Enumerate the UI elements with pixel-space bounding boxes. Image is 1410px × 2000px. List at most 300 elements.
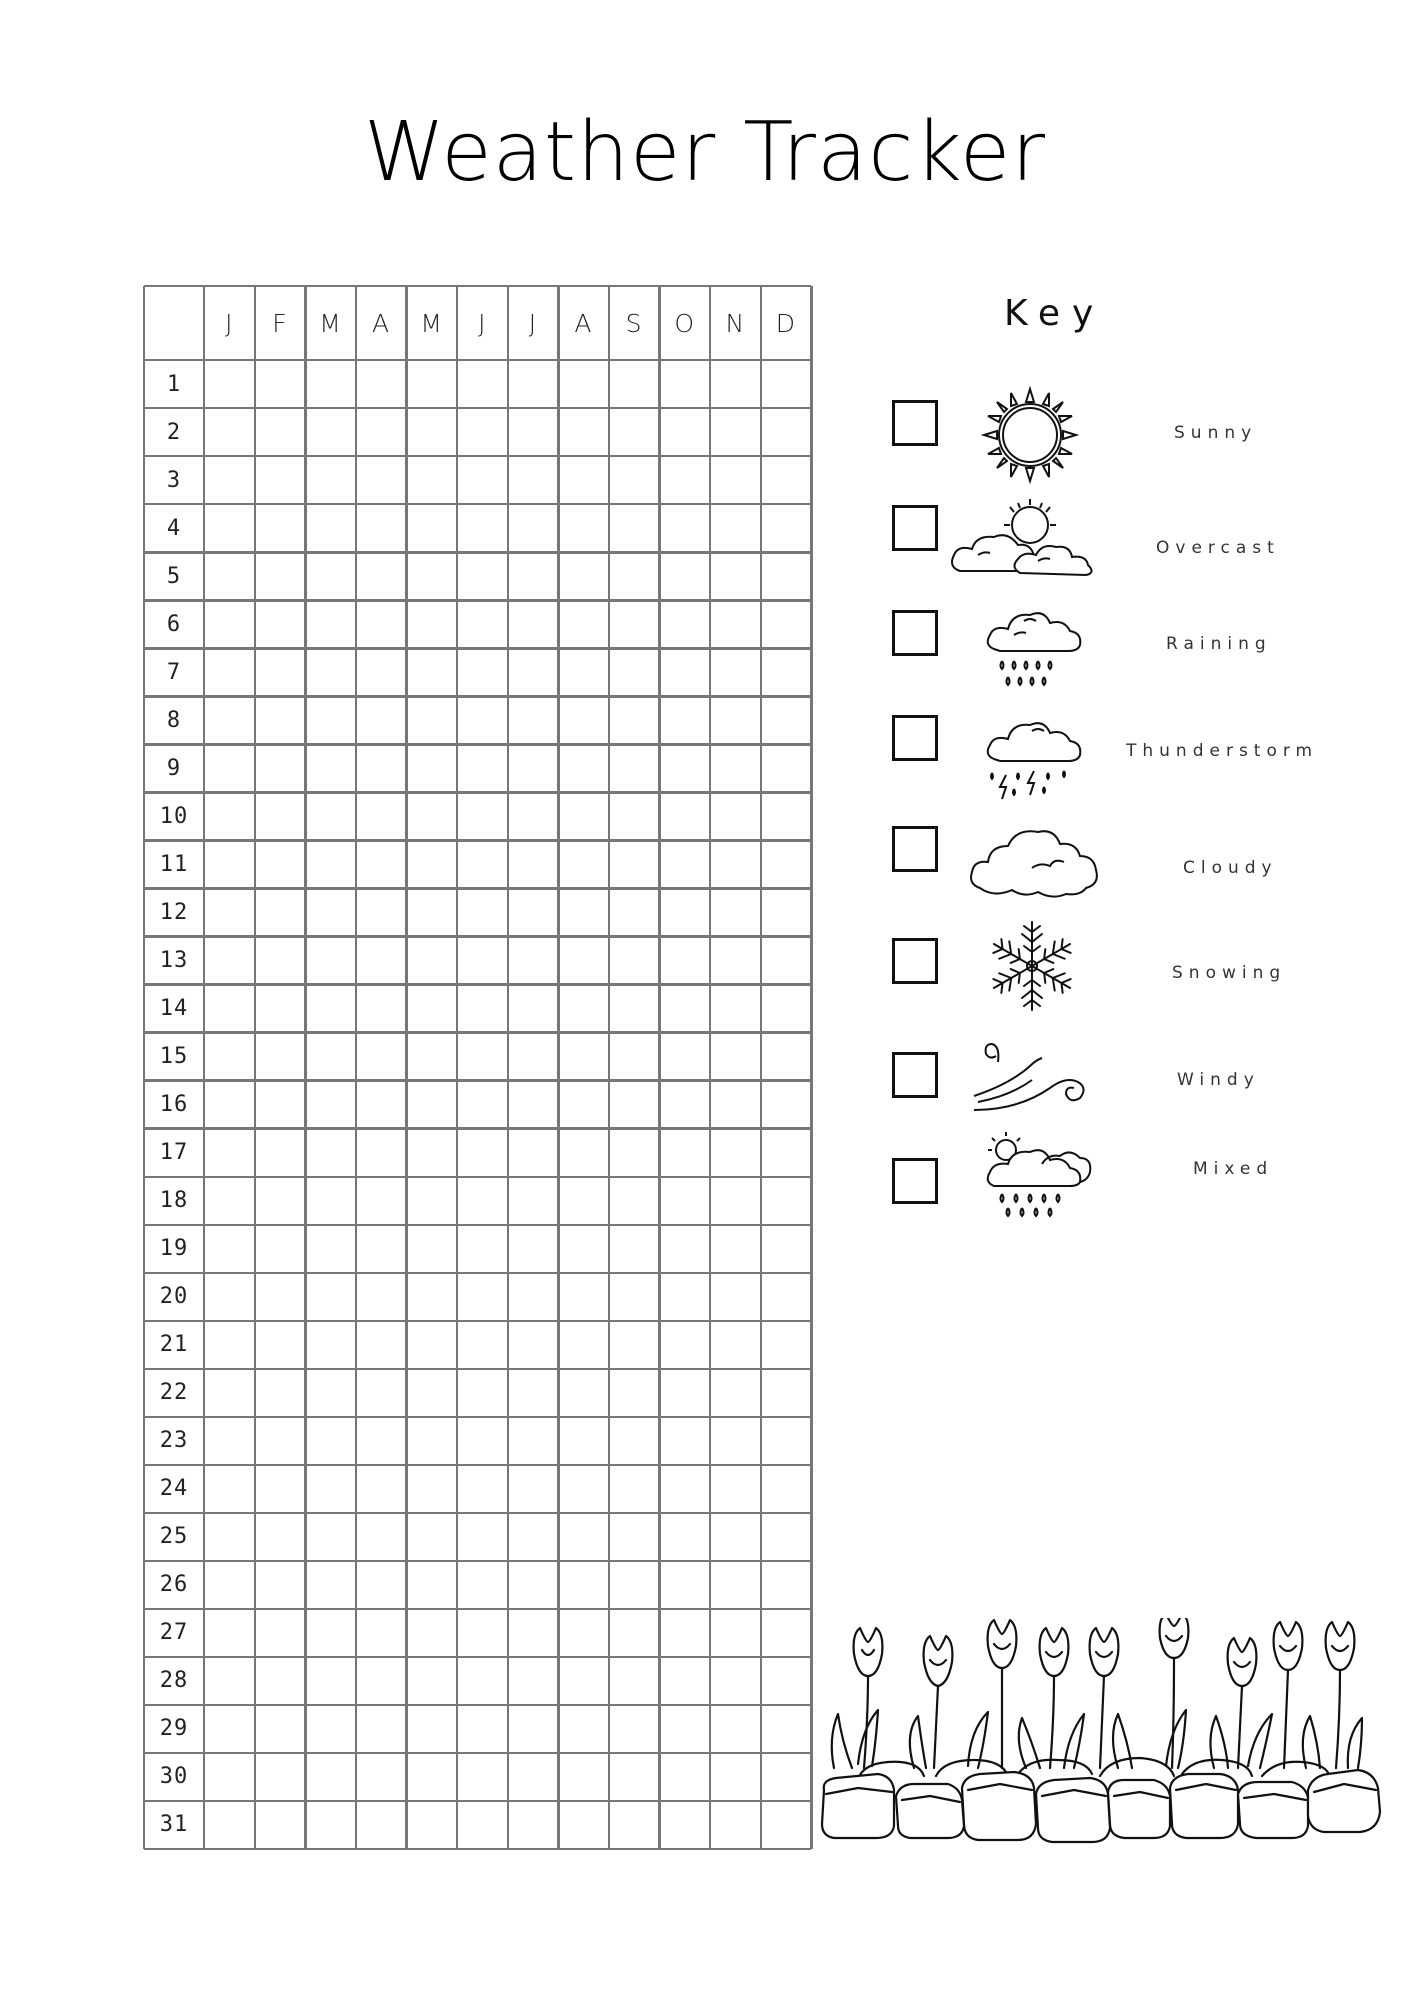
tracker-cell[interactable] <box>508 888 559 936</box>
tracker-cell[interactable] <box>710 1513 761 1561</box>
tracker-cell[interactable] <box>457 360 508 408</box>
tracker-cell[interactable] <box>255 1273 306 1321</box>
tracker-cell[interactable] <box>406 984 457 1032</box>
tracker-cell[interactable] <box>457 1609 508 1657</box>
tracker-cell[interactable] <box>457 1128 508 1176</box>
tracker-cell[interactable] <box>558 1273 609 1321</box>
tracker-cell[interactable] <box>305 1705 356 1753</box>
tracker-cell[interactable] <box>558 792 609 840</box>
tracker-cell[interactable] <box>609 1465 660 1513</box>
tracker-cell[interactable] <box>508 1753 559 1801</box>
tracker-cell[interactable] <box>356 792 407 840</box>
tracker-cell[interactable] <box>255 360 306 408</box>
tracker-cell[interactable] <box>406 1753 457 1801</box>
tracker-cell[interactable] <box>457 1417 508 1465</box>
tracker-cell[interactable] <box>305 1128 356 1176</box>
tracker-cell[interactable] <box>609 1657 660 1705</box>
tracker-cell[interactable] <box>305 1753 356 1801</box>
tracker-cell[interactable] <box>609 1801 660 1849</box>
tracker-cell[interactable] <box>761 456 812 504</box>
tracker-cell[interactable] <box>508 1369 559 1417</box>
tracker-cell[interactable] <box>406 1513 457 1561</box>
tracker-cell[interactable] <box>204 840 255 888</box>
tracker-cell[interactable] <box>761 1080 812 1128</box>
tracker-cell[interactable] <box>761 744 812 792</box>
tracker-cell[interactable] <box>457 1321 508 1369</box>
tracker-cell[interactable] <box>457 696 508 744</box>
tracker-cell[interactable] <box>508 456 559 504</box>
tracker-cell[interactable] <box>204 936 255 984</box>
tracker-cell[interactable] <box>659 1080 710 1128</box>
tracker-cell[interactable] <box>609 1369 660 1417</box>
tracker-cell[interactable] <box>406 552 457 600</box>
tracker-cell[interactable] <box>305 936 356 984</box>
tracker-cell[interactable] <box>508 1465 559 1513</box>
tracker-cell[interactable] <box>508 648 559 696</box>
tracker-cell[interactable] <box>508 1801 559 1849</box>
tracker-cell[interactable] <box>204 552 255 600</box>
tracker-cell[interactable] <box>558 936 609 984</box>
tracker-cell[interactable] <box>508 936 559 984</box>
tracker-cell[interactable] <box>558 1705 609 1753</box>
tracker-cell[interactable] <box>305 552 356 600</box>
tracker-cell[interactable] <box>508 360 559 408</box>
tracker-cell[interactable] <box>204 456 255 504</box>
key-checkbox-sunny[interactable] <box>892 400 938 446</box>
tracker-cell[interactable] <box>710 744 761 792</box>
tracker-cell[interactable] <box>356 1369 407 1417</box>
tracker-cell[interactable] <box>609 1705 660 1753</box>
tracker-cell[interactable] <box>508 1273 559 1321</box>
tracker-cell[interactable] <box>558 1417 609 1465</box>
tracker-cell[interactable] <box>204 1032 255 1080</box>
tracker-cell[interactable] <box>204 696 255 744</box>
tracker-cell[interactable] <box>305 840 356 888</box>
tracker-cell[interactable] <box>356 504 407 552</box>
tracker-cell[interactable] <box>508 1513 559 1561</box>
tracker-cell[interactable] <box>558 600 609 648</box>
tracker-cell[interactable] <box>609 456 660 504</box>
tracker-cell[interactable] <box>356 1128 407 1176</box>
tracker-cell[interactable] <box>305 1465 356 1513</box>
tracker-cell[interactable] <box>204 1128 255 1176</box>
tracker-cell[interactable] <box>659 1225 710 1273</box>
tracker-cell[interactable] <box>255 936 306 984</box>
tracker-cell[interactable] <box>255 1561 306 1609</box>
tracker-cell[interactable] <box>558 984 609 1032</box>
tracker-cell[interactable] <box>558 744 609 792</box>
tracker-cell[interactable] <box>255 840 306 888</box>
tracker-cell[interactable] <box>710 360 761 408</box>
tracker-cell[interactable] <box>761 1369 812 1417</box>
tracker-cell[interactable] <box>609 1513 660 1561</box>
tracker-cell[interactable] <box>659 1032 710 1080</box>
tracker-cell[interactable] <box>356 360 407 408</box>
tracker-cell[interactable] <box>406 1801 457 1849</box>
tracker-cell[interactable] <box>406 1321 457 1369</box>
key-checkbox-overcast[interactable] <box>892 505 938 551</box>
tracker-cell[interactable] <box>255 1657 306 1705</box>
tracker-cell[interactable] <box>406 1561 457 1609</box>
tracker-cell[interactable] <box>659 696 710 744</box>
tracker-cell[interactable] <box>406 936 457 984</box>
tracker-cell[interactable] <box>761 1705 812 1753</box>
tracker-cell[interactable] <box>255 552 306 600</box>
tracker-cell[interactable] <box>406 1080 457 1128</box>
tracker-cell[interactable] <box>558 1321 609 1369</box>
tracker-cell[interactable] <box>406 1657 457 1705</box>
tracker-cell[interactable] <box>558 1801 609 1849</box>
tracker-cell[interactable] <box>710 840 761 888</box>
tracker-cell[interactable] <box>710 1177 761 1225</box>
tracker-cell[interactable] <box>406 1128 457 1176</box>
tracker-cell[interactable] <box>457 984 508 1032</box>
tracker-cell[interactable] <box>761 1128 812 1176</box>
tracker-cell[interactable] <box>356 1225 407 1273</box>
tracker-cell[interactable] <box>761 1177 812 1225</box>
tracker-cell[interactable] <box>710 552 761 600</box>
tracker-cell[interactable] <box>659 888 710 936</box>
tracker-cell[interactable] <box>659 1657 710 1705</box>
tracker-cell[interactable] <box>305 504 356 552</box>
tracker-cell[interactable] <box>406 360 457 408</box>
tracker-cell[interactable] <box>710 1609 761 1657</box>
tracker-cell[interactable] <box>508 840 559 888</box>
tracker-cell[interactable] <box>255 1801 306 1849</box>
tracker-cell[interactable] <box>710 1561 761 1609</box>
tracker-cell[interactable] <box>255 600 306 648</box>
tracker-cell[interactable] <box>659 984 710 1032</box>
tracker-cell[interactable] <box>659 408 710 456</box>
tracker-cell[interactable] <box>508 984 559 1032</box>
tracker-cell[interactable] <box>305 1513 356 1561</box>
tracker-cell[interactable] <box>204 1657 255 1705</box>
tracker-cell[interactable] <box>356 744 407 792</box>
tracker-cell[interactable] <box>609 600 660 648</box>
tracker-cell[interactable] <box>761 600 812 648</box>
tracker-cell[interactable] <box>255 1465 306 1513</box>
tracker-cell[interactable] <box>255 1225 306 1273</box>
tracker-cell[interactable] <box>356 552 407 600</box>
tracker-cell[interactable] <box>710 696 761 744</box>
tracker-cell[interactable] <box>761 1513 812 1561</box>
tracker-cell[interactable] <box>508 1321 559 1369</box>
tracker-cell[interactable] <box>457 1080 508 1128</box>
tracker-cell[interactable] <box>255 744 306 792</box>
tracker-cell[interactable] <box>609 1321 660 1369</box>
tracker-cell[interactable] <box>761 1609 812 1657</box>
tracker-cell[interactable] <box>457 840 508 888</box>
tracker-cell[interactable] <box>508 1705 559 1753</box>
tracker-cell[interactable] <box>508 1657 559 1705</box>
tracker-cell[interactable] <box>761 648 812 696</box>
tracker-cell[interactable] <box>761 1225 812 1273</box>
tracker-cell[interactable] <box>406 744 457 792</box>
tracker-cell[interactable] <box>356 600 407 648</box>
tracker-cell[interactable] <box>558 360 609 408</box>
tracker-cell[interactable] <box>255 1177 306 1225</box>
tracker-cell[interactable] <box>255 696 306 744</box>
tracker-cell[interactable] <box>659 648 710 696</box>
tracker-cell[interactable] <box>406 408 457 456</box>
tracker-cell[interactable] <box>204 744 255 792</box>
tracker-cell[interactable] <box>609 744 660 792</box>
tracker-cell[interactable] <box>508 1128 559 1176</box>
tracker-cell[interactable] <box>204 1321 255 1369</box>
tracker-cell[interactable] <box>356 456 407 504</box>
tracker-cell[interactable] <box>558 1657 609 1705</box>
tracker-cell[interactable] <box>406 600 457 648</box>
tracker-cell[interactable] <box>204 1561 255 1609</box>
tracker-cell[interactable] <box>457 504 508 552</box>
tracker-cell[interactable] <box>305 1032 356 1080</box>
tracker-cell[interactable] <box>457 1753 508 1801</box>
tracker-cell[interactable] <box>710 888 761 936</box>
tracker-cell[interactable] <box>406 1273 457 1321</box>
tracker-cell[interactable] <box>305 1177 356 1225</box>
tracker-cell[interactable] <box>255 1321 306 1369</box>
tracker-cell[interactable] <box>204 1177 255 1225</box>
tracker-cell[interactable] <box>659 1513 710 1561</box>
tracker-cell[interactable] <box>204 1513 255 1561</box>
tracker-cell[interactable] <box>508 1225 559 1273</box>
tracker-cell[interactable] <box>356 840 407 888</box>
tracker-cell[interactable] <box>406 888 457 936</box>
tracker-cell[interactable] <box>659 840 710 888</box>
tracker-cell[interactable] <box>255 1705 306 1753</box>
tracker-cell[interactable] <box>558 1177 609 1225</box>
tracker-cell[interactable] <box>508 600 559 648</box>
tracker-cell[interactable] <box>558 648 609 696</box>
tracker-cell[interactable] <box>305 456 356 504</box>
tracker-cell[interactable] <box>255 1753 306 1801</box>
tracker-cell[interactable] <box>406 456 457 504</box>
tracker-cell[interactable] <box>710 504 761 552</box>
tracker-cell[interactable] <box>659 1801 710 1849</box>
tracker-cell[interactable] <box>558 1128 609 1176</box>
tracker-cell[interactable] <box>356 1801 407 1849</box>
tracker-cell[interactable] <box>356 1080 407 1128</box>
tracker-cell[interactable] <box>558 1369 609 1417</box>
tracker-cell[interactable] <box>204 1273 255 1321</box>
tracker-cell[interactable] <box>659 1561 710 1609</box>
tracker-cell[interactable] <box>457 792 508 840</box>
tracker-cell[interactable] <box>659 792 710 840</box>
tracker-cell[interactable] <box>558 1032 609 1080</box>
tracker-cell[interactable] <box>609 1417 660 1465</box>
tracker-cell[interactable] <box>204 1080 255 1128</box>
tracker-cell[interactable] <box>710 648 761 696</box>
tracker-cell[interactable] <box>609 552 660 600</box>
tracker-cell[interactable] <box>558 1561 609 1609</box>
tracker-cell[interactable] <box>761 552 812 600</box>
tracker-cell[interactable] <box>356 1705 407 1753</box>
tracker-cell[interactable] <box>406 1417 457 1465</box>
tracker-cell[interactable] <box>356 1417 407 1465</box>
tracker-cell[interactable] <box>305 1273 356 1321</box>
tracker-cell[interactable] <box>457 1465 508 1513</box>
tracker-cell[interactable] <box>761 888 812 936</box>
tracker-cell[interactable] <box>204 1465 255 1513</box>
tracker-cell[interactable] <box>305 888 356 936</box>
tracker-cell[interactable] <box>457 1369 508 1417</box>
tracker-cell[interactable] <box>255 408 306 456</box>
tracker-cell[interactable] <box>710 1321 761 1369</box>
tracker-cell[interactable] <box>305 600 356 648</box>
tracker-cell[interactable] <box>710 1080 761 1128</box>
tracker-cell[interactable] <box>761 360 812 408</box>
tracker-cell[interactable] <box>356 1465 407 1513</box>
tracker-cell[interactable] <box>710 1369 761 1417</box>
tracker-cell[interactable] <box>659 600 710 648</box>
tracker-cell[interactable] <box>305 744 356 792</box>
tracker-cell[interactable] <box>204 1753 255 1801</box>
tracker-cell[interactable] <box>255 1369 306 1417</box>
tracker-cell[interactable] <box>204 888 255 936</box>
tracker-cell[interactable] <box>558 552 609 600</box>
tracker-cell[interactable] <box>356 1273 407 1321</box>
tracker-cell[interactable] <box>761 408 812 456</box>
tracker-cell[interactable] <box>609 936 660 984</box>
tracker-cell[interactable] <box>305 360 356 408</box>
tracker-cell[interactable] <box>710 1225 761 1273</box>
tracker-cell[interactable] <box>609 504 660 552</box>
tracker-cell[interactable] <box>305 1417 356 1465</box>
tracker-cell[interactable] <box>255 888 306 936</box>
tracker-cell[interactable] <box>609 1273 660 1321</box>
key-checkbox-snowing[interactable] <box>892 938 938 984</box>
tracker-cell[interactable] <box>609 792 660 840</box>
tracker-cell[interactable] <box>508 504 559 552</box>
tracker-cell[interactable] <box>457 1225 508 1273</box>
tracker-cell[interactable] <box>558 1513 609 1561</box>
tracker-cell[interactable] <box>457 552 508 600</box>
tracker-cell[interactable] <box>659 456 710 504</box>
tracker-cell[interactable] <box>406 1705 457 1753</box>
tracker-cell[interactable] <box>255 1032 306 1080</box>
key-checkbox-windy[interactable] <box>892 1052 938 1098</box>
tracker-cell[interactable] <box>609 1753 660 1801</box>
tracker-cell[interactable] <box>305 1657 356 1705</box>
tracker-cell[interactable] <box>406 1369 457 1417</box>
tracker-cell[interactable] <box>255 792 306 840</box>
tracker-cell[interactable] <box>609 1177 660 1225</box>
tracker-cell[interactable] <box>305 1609 356 1657</box>
tracker-cell[interactable] <box>255 504 306 552</box>
tracker-cell[interactable] <box>659 1177 710 1225</box>
tracker-cell[interactable] <box>558 1609 609 1657</box>
tracker-cell[interactable] <box>761 1465 812 1513</box>
tracker-cell[interactable] <box>356 696 407 744</box>
tracker-cell[interactable] <box>558 1225 609 1273</box>
key-checkbox-mixed[interactable] <box>892 1158 938 1204</box>
tracker-cell[interactable] <box>305 1321 356 1369</box>
tracker-cell[interactable] <box>204 1417 255 1465</box>
tracker-cell[interactable] <box>255 648 306 696</box>
tracker-cell[interactable] <box>356 1657 407 1705</box>
tracker-cell[interactable] <box>406 1032 457 1080</box>
tracker-cell[interactable] <box>457 408 508 456</box>
tracker-cell[interactable] <box>356 1753 407 1801</box>
tracker-cell[interactable] <box>558 456 609 504</box>
tracker-cell[interactable] <box>255 984 306 1032</box>
tracker-cell[interactable] <box>457 1177 508 1225</box>
tracker-cell[interactable] <box>406 1225 457 1273</box>
tracker-cell[interactable] <box>558 408 609 456</box>
tracker-cell[interactable] <box>710 984 761 1032</box>
tracker-cell[interactable] <box>558 1080 609 1128</box>
tracker-cell[interactable] <box>710 1801 761 1849</box>
tracker-cell[interactable] <box>457 1705 508 1753</box>
tracker-cell[interactable] <box>356 936 407 984</box>
tracker-cell[interactable] <box>356 648 407 696</box>
tracker-cell[interactable] <box>255 1128 306 1176</box>
tracker-cell[interactable] <box>204 360 255 408</box>
tracker-cell[interactable] <box>356 1609 407 1657</box>
tracker-cell[interactable] <box>406 1177 457 1225</box>
tracker-cell[interactable] <box>761 504 812 552</box>
tracker-cell[interactable] <box>508 1417 559 1465</box>
tracker-cell[interactable] <box>406 648 457 696</box>
tracker-cell[interactable] <box>609 1128 660 1176</box>
tracker-cell[interactable] <box>761 696 812 744</box>
tracker-cell[interactable] <box>710 936 761 984</box>
tracker-cell[interactable] <box>609 1225 660 1273</box>
tracker-cell[interactable] <box>659 1321 710 1369</box>
tracker-cell[interactable] <box>761 1753 812 1801</box>
tracker-cell[interactable] <box>305 984 356 1032</box>
tracker-cell[interactable] <box>609 648 660 696</box>
tracker-cell[interactable] <box>710 792 761 840</box>
tracker-cell[interactable] <box>659 1369 710 1417</box>
tracker-cell[interactable] <box>356 1321 407 1369</box>
tracker-cell[interactable] <box>356 984 407 1032</box>
tracker-cell[interactable] <box>761 984 812 1032</box>
tracker-cell[interactable] <box>204 1801 255 1849</box>
tracker-cell[interactable] <box>406 840 457 888</box>
tracker-cell[interactable] <box>609 888 660 936</box>
tracker-cell[interactable] <box>609 1080 660 1128</box>
tracker-cell[interactable] <box>457 1561 508 1609</box>
tracker-cell[interactable] <box>305 1561 356 1609</box>
tracker-cell[interactable] <box>457 648 508 696</box>
tracker-cell[interactable] <box>508 1080 559 1128</box>
tracker-cell[interactable] <box>609 1609 660 1657</box>
tracker-cell[interactable] <box>609 1032 660 1080</box>
key-checkbox-thunderstorm[interactable] <box>892 715 938 761</box>
tracker-cell[interactable] <box>356 1177 407 1225</box>
tracker-cell[interactable] <box>761 1417 812 1465</box>
tracker-cell[interactable] <box>305 792 356 840</box>
tracker-cell[interactable] <box>761 1801 812 1849</box>
tracker-cell[interactable] <box>204 984 255 1032</box>
tracker-cell[interactable] <box>406 696 457 744</box>
tracker-cell[interactable] <box>305 1225 356 1273</box>
tracker-cell[interactable] <box>305 1080 356 1128</box>
tracker-cell[interactable] <box>508 696 559 744</box>
tracker-cell[interactable] <box>508 1177 559 1225</box>
tracker-cell[interactable] <box>204 792 255 840</box>
tracker-cell[interactable] <box>710 408 761 456</box>
tracker-cell[interactable] <box>356 1032 407 1080</box>
tracker-cell[interactable] <box>204 408 255 456</box>
tracker-cell[interactable] <box>508 552 559 600</box>
tracker-cell[interactable] <box>710 1657 761 1705</box>
tracker-cell[interactable] <box>710 600 761 648</box>
tracker-cell[interactable] <box>457 456 508 504</box>
tracker-cell[interactable] <box>761 1561 812 1609</box>
tracker-cell[interactable] <box>204 1225 255 1273</box>
